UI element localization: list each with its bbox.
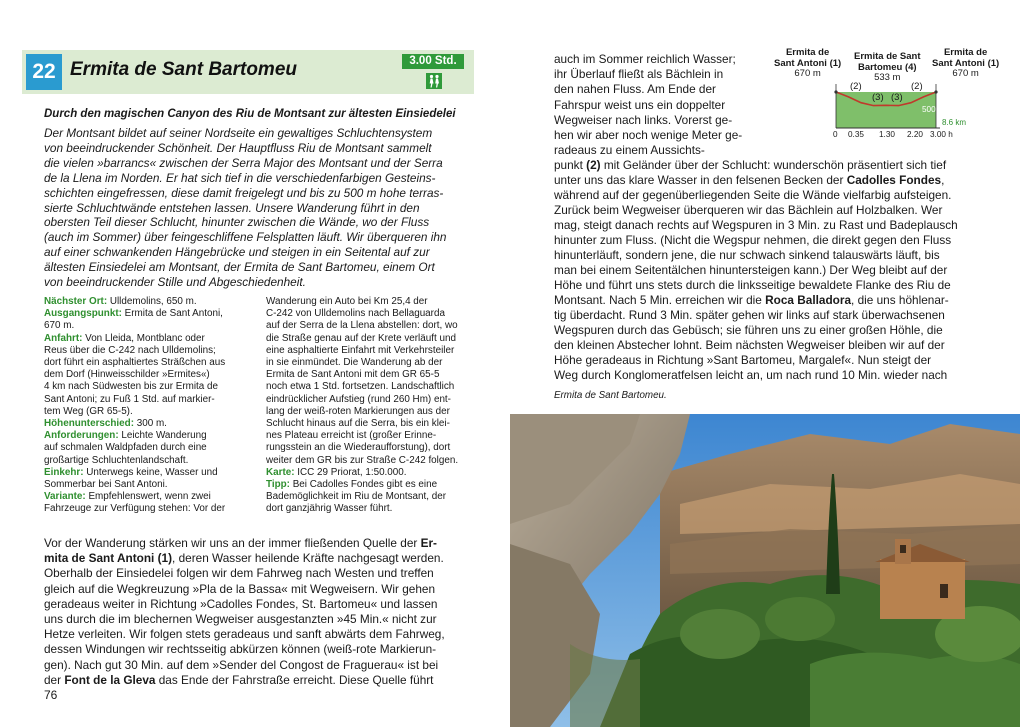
body-text: den nahen Fluss. Am Ende der bbox=[554, 82, 716, 97]
tour-subtitle: Durch den magischen Canyon des Riu de Montsant zur ältesten Einsiedelei bbox=[44, 108, 456, 120]
profile-time-tick: 2.20 bbox=[907, 130, 923, 139]
info-line bbox=[44, 381, 218, 393]
info-text: eindrücklicher Aufstieg (rund 260 Hm) ent- bbox=[266, 393, 451, 405]
info-line bbox=[266, 296, 428, 308]
body-line bbox=[554, 158, 946, 172]
info-text: auf der Serra de la Llena abstellen: dort, wo bbox=[266, 320, 458, 332]
info-line bbox=[266, 479, 437, 491]
info-text: Fahrzeuge zur Verfügung stehen: Vor der bbox=[44, 503, 226, 515]
body-text: hen wir aber noch wenige Meter ge- bbox=[554, 128, 743, 142]
intro-line: Der Montsant bildet auf seiner Nordseite ein gewaltiges Schluchtensystem bbox=[44, 126, 433, 140]
profile-time-tick: 0.35 bbox=[848, 130, 864, 139]
profile-point bbox=[834, 90, 837, 93]
info-line bbox=[266, 418, 450, 430]
info-text: Wanderung ein Auto bei Km 25,4 der bbox=[266, 296, 428, 307]
body-line bbox=[554, 98, 725, 112]
info-text: die Straße genau auf der Krete verläuft und bbox=[266, 332, 456, 344]
info-line bbox=[266, 491, 446, 503]
info-line bbox=[44, 418, 167, 430]
info-text: 670 m. bbox=[44, 320, 75, 332]
profile-waypoint: (2) bbox=[911, 81, 923, 92]
profile-label-mid: Ermita de Sant Bartomeu (4) 533 m bbox=[854, 51, 921, 83]
info-line bbox=[44, 491, 211, 503]
profile-time-tick: 0 bbox=[833, 130, 838, 139]
info-line bbox=[266, 333, 456, 345]
intro-line: de la Llena im Norden. Er hat sich tief in die verschiedenfarbigen Gesteins- bbox=[44, 170, 436, 185]
tour-number: 22 bbox=[26, 54, 62, 90]
body-text: Höhe geradeaus in Richtung »Sant Bartomeu, Margalef«. Nun steigt der bbox=[554, 353, 932, 367]
info-line bbox=[44, 394, 215, 406]
body-text: der bbox=[44, 672, 65, 687]
body-text: Wegspuren durch das Gebüsch; sie führen uns zu einer großen Höhle, die bbox=[554, 323, 943, 337]
info-label: Ausgangspunkt: bbox=[44, 308, 122, 320]
body-line bbox=[44, 642, 436, 656]
info-text: Bademöglichkeit im Riu de Montsant, der bbox=[266, 491, 447, 503]
info-label: Tipp: bbox=[266, 479, 290, 490]
info-label: Anfahrt: bbox=[44, 332, 83, 344]
body-text: während auf der gegenüberliegenden Seite die Wände vielfarbig aufsteigen. bbox=[554, 188, 952, 202]
info-line bbox=[44, 357, 225, 369]
body-line bbox=[554, 263, 947, 277]
info-line bbox=[266, 369, 439, 381]
body-emphasis: Er- bbox=[420, 536, 437, 550]
info-line bbox=[266, 381, 454, 393]
body-line bbox=[554, 52, 736, 66]
info-text: Ulldemolins, 650 m. bbox=[107, 296, 197, 307]
info-text: Sant Antoni; zu Fuß 1 Std. auf markier- bbox=[44, 393, 215, 405]
info-line bbox=[44, 455, 188, 467]
info-text: großartige Schluchtenlandschaft. bbox=[44, 454, 189, 466]
body-text: Montsant. Nach 5 Min. erreichen wir die bbox=[554, 293, 766, 307]
info-line bbox=[44, 479, 168, 491]
body-text: Hetze verleiten. Wir folgen stets geradeaus und sanft abwärts dem Fahrweg, bbox=[44, 627, 445, 642]
profile-alt-label: 500 bbox=[922, 105, 936, 114]
body-line bbox=[554, 353, 931, 367]
info-text: Schlucht hinaus auf die Serra, bis ein klei- bbox=[266, 418, 450, 429]
profile-waypoint: (2) bbox=[850, 81, 862, 92]
profile-distance: 8.6 km bbox=[942, 118, 967, 127]
info-text: Bei Cadolles Fondes gibt es eine bbox=[289, 479, 438, 490]
info-line bbox=[266, 345, 454, 357]
body-line bbox=[44, 597, 437, 611]
info-line bbox=[44, 345, 216, 357]
body-text: , bbox=[941, 173, 945, 187]
info-line bbox=[44, 406, 133, 418]
info-line bbox=[266, 430, 436, 442]
info-text: Ermita de Sant Antoni, bbox=[121, 308, 223, 320]
profile-label-start: Ermita de Sant Antoni (1) 670 m bbox=[774, 47, 842, 79]
body-text: Oberhalb der Einsiedelei folgen wir dem Fahrweg nach Westen und treffen bbox=[44, 566, 434, 581]
body-line bbox=[554, 173, 944, 187]
profile-point bbox=[934, 90, 937, 93]
info-text: tem Weg (GR 65-5). bbox=[44, 405, 133, 417]
intro-line: auf einer schwankenden Hängebrücke und steigen in ein Seitental auf zur bbox=[44, 245, 430, 260]
info-label: Karte: bbox=[266, 466, 295, 478]
body-text: den kleinen Abstecher lohnt. Beim nächsten Wegweiser bleiben wir auf der bbox=[554, 338, 945, 352]
body-emphasis: mita de Sant Antoni (1) bbox=[44, 551, 173, 566]
intro-line: die vielen »barrancs« zwischen der Serra Major des Montsant und der Serra bbox=[44, 155, 443, 170]
left-page bbox=[0, 0, 505, 727]
intro-line: sierte Schluchtwände entstehen lassen. Unsere Wanderung führt in den bbox=[44, 200, 420, 215]
body-line bbox=[44, 551, 444, 565]
body-line bbox=[554, 248, 940, 262]
body-emphasis: Cadolles Fondes bbox=[846, 173, 942, 187]
body-line bbox=[554, 82, 716, 96]
body-text: , deren Wasser heilende Kräfte nachgesagt werden. bbox=[172, 551, 444, 566]
body-text: , die uns höhlenar- bbox=[851, 293, 949, 307]
body-text: uns durch die im blechernen Wegweiser ausgestanzten »45 Min.« nicht zur bbox=[44, 612, 437, 626]
body-line bbox=[554, 203, 942, 217]
page-number: 76 bbox=[44, 688, 58, 702]
profile-label-end: Ermita de Sant Antoni (1) 670 m bbox=[932, 47, 1000, 79]
body-emphasis: Roca Balladora bbox=[765, 293, 852, 307]
info-text: 4 km nach Südwesten bis zur Ermita de bbox=[44, 381, 218, 393]
body-line bbox=[554, 308, 945, 322]
info-line bbox=[266, 467, 407, 479]
body-text: Vor der Wanderung stärken wir uns an der immer fließenden Quelle der bbox=[44, 536, 421, 550]
body-line bbox=[44, 658, 438, 672]
body-text: Zurück beim Wegweiser überqueren wir das Bächlein auf Holzbalken. Wer bbox=[554, 203, 943, 217]
info-line bbox=[266, 308, 445, 320]
info-text: dort ganzjährig Wasser führt. bbox=[266, 503, 393, 515]
info-text: Leichte Wanderung bbox=[118, 430, 207, 442]
body-text: tig überdacht. Rund 3 Min. später gehen wir links auf stark überwachsenen bbox=[554, 308, 945, 322]
profile-time-tick: 3.00 h bbox=[930, 130, 953, 139]
body-text: dessen Windungen wir rechtsseitig abkürzen können (weiß-rote Markierun- bbox=[44, 642, 437, 657]
body-text: Weg durch Konglomeratfelsen leicht an, um nach rund 10 Min. wieder nach bbox=[554, 368, 948, 382]
body-text: auch im Sommer reichlich Wasser; bbox=[554, 52, 736, 66]
info-text: 300 m. bbox=[133, 418, 167, 429]
body-line bbox=[554, 67, 723, 81]
body-line bbox=[44, 627, 445, 641]
body-emphasis: Font de la Gleva bbox=[64, 672, 156, 687]
body-text: das Ende der Fahrstraße erreicht. Diese Quelle führt bbox=[155, 672, 434, 687]
body-line bbox=[554, 293, 949, 307]
info-text: noch etwa 1 Std. fortsetzen. Landschaftlich bbox=[266, 381, 455, 393]
body-line bbox=[44, 673, 433, 687]
info-label: Einkehr: bbox=[44, 466, 84, 478]
body-line bbox=[554, 368, 947, 382]
info-label: Höhenunterschied: bbox=[44, 418, 134, 429]
body-text: ihr Überlauf fließt als Bächlein in bbox=[554, 67, 724, 82]
info-line bbox=[44, 503, 225, 515]
body-text: Fahrspur weist uns ein doppelter bbox=[554, 97, 726, 112]
body-text: mag, steigt danach rechts auf Wegspuren in 3 Min. zu Rast und Badeplausch bbox=[554, 218, 958, 232]
info-line bbox=[266, 406, 450, 418]
body-line bbox=[44, 582, 435, 596]
body-text: radeaus zu einem Aussichts- bbox=[554, 143, 705, 158]
intro-line: obersten Teil dieser Schlucht, hinunter zwischen die Wände, wo der Fluss bbox=[44, 215, 430, 230]
info-text: C-242 von Ulldemolins nach Bellaguarda bbox=[266, 308, 445, 320]
info-text: nes Plateau erreicht ist (großer Erinne- bbox=[266, 430, 437, 442]
body-line bbox=[554, 113, 732, 127]
profile-waypoint: (3) bbox=[872, 92, 884, 103]
body-text: gleich auf die Wegkreuzung »Pla de la Bassa« mit Wegweisern. Wir gehen bbox=[44, 581, 436, 596]
intro-line: schichten eingefressen, diese damit freigelegt und bis zu 500 m hohe terras- bbox=[44, 185, 444, 200]
info-text: Ermita de Sant Antoni mit dem GR 65-5 bbox=[266, 369, 440, 381]
intro-line: ältesten Einsiedelei am Montsant, der Ermita de Sant Bartomeu, einem Ort bbox=[44, 260, 435, 275]
info-line bbox=[266, 357, 442, 369]
info-line bbox=[44, 308, 223, 320]
body-line bbox=[554, 278, 951, 292]
intro-line: (auch im Sommer) über feingeschliffene Felsplatten läuft. Wir überqueren ihn bbox=[44, 230, 447, 245]
body-line bbox=[44, 536, 437, 550]
info-text: weiter dem GR bis zur Straße C-242 folgen. bbox=[266, 454, 459, 466]
body-line bbox=[554, 338, 945, 352]
hiker-pair-icon bbox=[426, 73, 442, 89]
info-line bbox=[44, 467, 218, 479]
info-line bbox=[44, 333, 205, 345]
body-text: hinunterläuft, sondern jene, die nur schwach sinkend talauswärts läuft, bis bbox=[554, 248, 940, 262]
body-text: Höhe und führt uns stets durch die linksseitige bewaldete Flanke des Riu de bbox=[554, 278, 951, 292]
info-line bbox=[44, 369, 210, 381]
info-line bbox=[266, 442, 450, 454]
info-text: Sommerbar bei Sant Antoni. bbox=[44, 479, 168, 490]
intro-line: von beeindruckender Schönheit. Der Hauptfluss Riu de Montsant sammelt bbox=[44, 140, 432, 155]
info-line bbox=[44, 430, 207, 442]
body-line bbox=[554, 218, 958, 232]
intro-line: von beeindruckender Stille und Abgeschiedenheit. bbox=[44, 275, 306, 289]
body-line bbox=[554, 323, 943, 337]
body-text: geradeaus weiter in Richtung »Cadolles Fondes, St. Bartomeu« und lassen bbox=[44, 596, 438, 611]
info-line bbox=[44, 442, 207, 454]
body-text: gen). Nach gut 30 Min. auf dem »Sender del Congost de Fraguerau« ist bei bbox=[44, 657, 439, 672]
photo-caption: Ermita de Sant Bartomeu. bbox=[554, 390, 667, 401]
info-text: Reus über die C-242 nach Ulldemolins; bbox=[44, 344, 216, 356]
info-text: lang der weiß-roten Markierungen aus der bbox=[266, 405, 450, 417]
hermitage-photo bbox=[510, 414, 1020, 727]
info-text: Unterwegs keine, Wasser und bbox=[83, 466, 218, 478]
info-text: eine asphaltierte Einfahrt mit Verkehrsteiler bbox=[266, 344, 455, 356]
body-line bbox=[554, 233, 951, 247]
info-text: Empfehlenswert, wenn zwei bbox=[85, 491, 211, 503]
info-text: Von Lleida, Montblanc oder bbox=[82, 332, 205, 344]
profile-waypoint: (3) bbox=[891, 92, 903, 103]
elevation-profile bbox=[770, 44, 1010, 144]
info-line bbox=[44, 320, 74, 332]
info-line bbox=[266, 455, 458, 467]
tour-title: Ermita de Sant Bartomeu bbox=[70, 59, 297, 80]
info-line bbox=[266, 320, 458, 332]
info-text: dort führt ein asphaltiertes Sträßchen aus bbox=[44, 357, 226, 368]
info-label: Variante: bbox=[44, 491, 86, 503]
info-text: rungsstein an die Wiederaufforstung), dort bbox=[266, 442, 451, 454]
body-text: man bei einem Seitentälchen hinuntersteigen kann.) Der Weg bleibt auf der bbox=[554, 263, 948, 277]
info-text: in sie einmündet. Die Wanderung ab der bbox=[266, 357, 443, 368]
body-line bbox=[554, 128, 742, 142]
info-text: ICC 29 Priorat, 1:50.000. bbox=[294, 466, 407, 478]
body-line bbox=[44, 612, 437, 626]
info-line bbox=[266, 394, 451, 406]
body-line bbox=[554, 188, 951, 202]
body-text: Wegweiser nach links. Vorerst ge- bbox=[554, 112, 733, 127]
body-line bbox=[44, 566, 434, 580]
body-text: punkt bbox=[554, 158, 587, 172]
info-text: dem Dorf (Hinweisschilder »Ermites«) bbox=[44, 369, 210, 381]
body-text: unter uns das klare Wasser in den felsenen Becken der bbox=[554, 173, 847, 187]
body-line bbox=[554, 143, 705, 157]
body-emphasis: (2) bbox=[586, 158, 601, 172]
duration-badge: 3.00 Std. bbox=[402, 54, 464, 69]
info-text: auf schmalen Waldpfaden durch eine bbox=[44, 442, 207, 454]
info-label: Anforderungen: bbox=[44, 430, 119, 442]
body-text: mit Geländer über der Schlucht: wunderschön präsentiert sich tief bbox=[600, 158, 947, 172]
body-text: hinunter zum Fluss. (Nicht die Wegspur nehmen, die direkt gegen den Fluss bbox=[554, 233, 952, 247]
info-label: Nächster Ort: bbox=[44, 296, 108, 307]
profile-time-tick: 1.30 bbox=[879, 130, 895, 139]
info-line bbox=[266, 503, 392, 515]
info-line bbox=[44, 296, 197, 308]
